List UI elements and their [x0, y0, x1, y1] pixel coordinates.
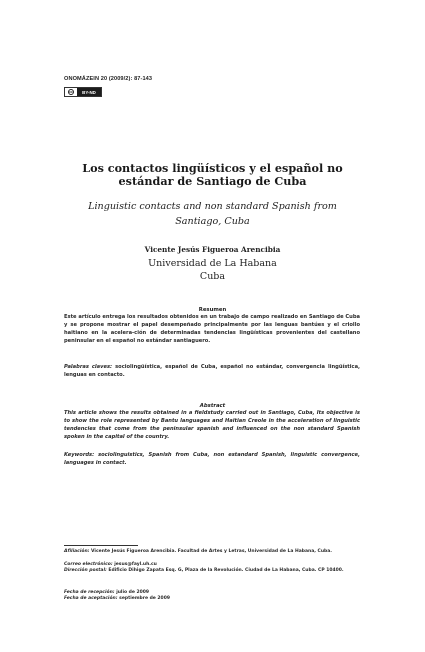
journal-citation: ONOMÁZEIN 20 (2009/2): 87-143 [64, 76, 153, 82]
author-name: Vicente Jesús Figueroa Arencibia [144, 245, 281, 254]
footnote-address [64, 568, 364, 574]
license-badge-label: BY-ND [77, 88, 101, 96]
author-affiliation [60, 258, 365, 283]
article-title [60, 162, 365, 188]
footnote-label: Fecha de aceptación: [64, 596, 118, 601]
abstract-heading: Abstract [199, 403, 226, 409]
article-title-english-line: Linguistic contacts and non standard Spanish from [88, 201, 337, 212]
creative-commons-icon: cc [69, 90, 73, 94]
footnote-value: julio de 2009 [116, 590, 150, 595]
footnote-divider [64, 545, 138, 546]
keywords-text: sociolinguistics, Spanish from Cuba, non estandard Spanish, linguistic convergence, languages in contact. [64, 452, 360, 466]
resumen-heading: Resumen [198, 307, 227, 313]
affiliation-line: Cuba [199, 270, 226, 282]
article-title-line: Los contactos lingüísticos y el español no [82, 161, 343, 175]
keywords-label: Keywords: [64, 452, 95, 458]
article-title-line: estándar de Santiago de Cuba [118, 174, 307, 188]
email-link[interactable]: jesus@fayl.uh.cu [114, 562, 157, 567]
article-title-english-line: Santiago, Cuba [175, 215, 250, 227]
footnote-value: Vicente Jesús Figueroa Arencibia. Facultad de Artes y Letras, Universidad de La Habana, Cuba. [91, 549, 333, 554]
license-badge[interactable] [64, 87, 102, 97]
footnote-value: septiembre de 2009 [119, 596, 170, 601]
footnote-label: Fecha de recepción: [64, 590, 115, 595]
footnote-accepted [64, 596, 364, 602]
footnote-affiliation [64, 549, 364, 555]
affiliation-line: Universidad de La Habana [148, 258, 277, 269]
article-title-english [72, 200, 353, 229]
keywords-label: Palabras claves: [64, 364, 113, 370]
footnote-label: Afiliación: [64, 549, 90, 554]
footnote-label: Dirección postal: [64, 568, 107, 573]
resumen-text: Este artículo entrega los resultados obtenidos en un trabajo de campo realizado en Santiago de Cuba y se propone mostrar el papel desempeñado principalmente por las lenguas bantúes y el criollo haitiano en la acelera-ción de determinadas tendencias lingüísticas provenientes del castellano peninsular en el español no estándar santiaguero. [64, 314, 360, 344]
abstract-keywords [64, 452, 360, 468]
footnote-label: Correo electrónico: [64, 562, 113, 567]
footnote-value: Edificio Dihigo Zapata Esq. G, Plaza de la Revolución. Ciudad de La Habana, Cuba. CP 10400. [108, 568, 344, 573]
keywords-text: sociolingüística, español de Cuba, español no estándar, convergencia lingüística, lenguas en contacto. [64, 364, 360, 378]
resumen-keywords [64, 364, 360, 380]
abstract-text: This article shows the results obtained in a fieldstudy carried out in Santiago, Cuba, Its objective is to show the role represented by Bantu languages and Haitian Creole in the acceleration of linguistic tendencies that come from the peninsular spanish and influenced on the non standard Spanish spoken in the capital of the country. [64, 410, 360, 440]
